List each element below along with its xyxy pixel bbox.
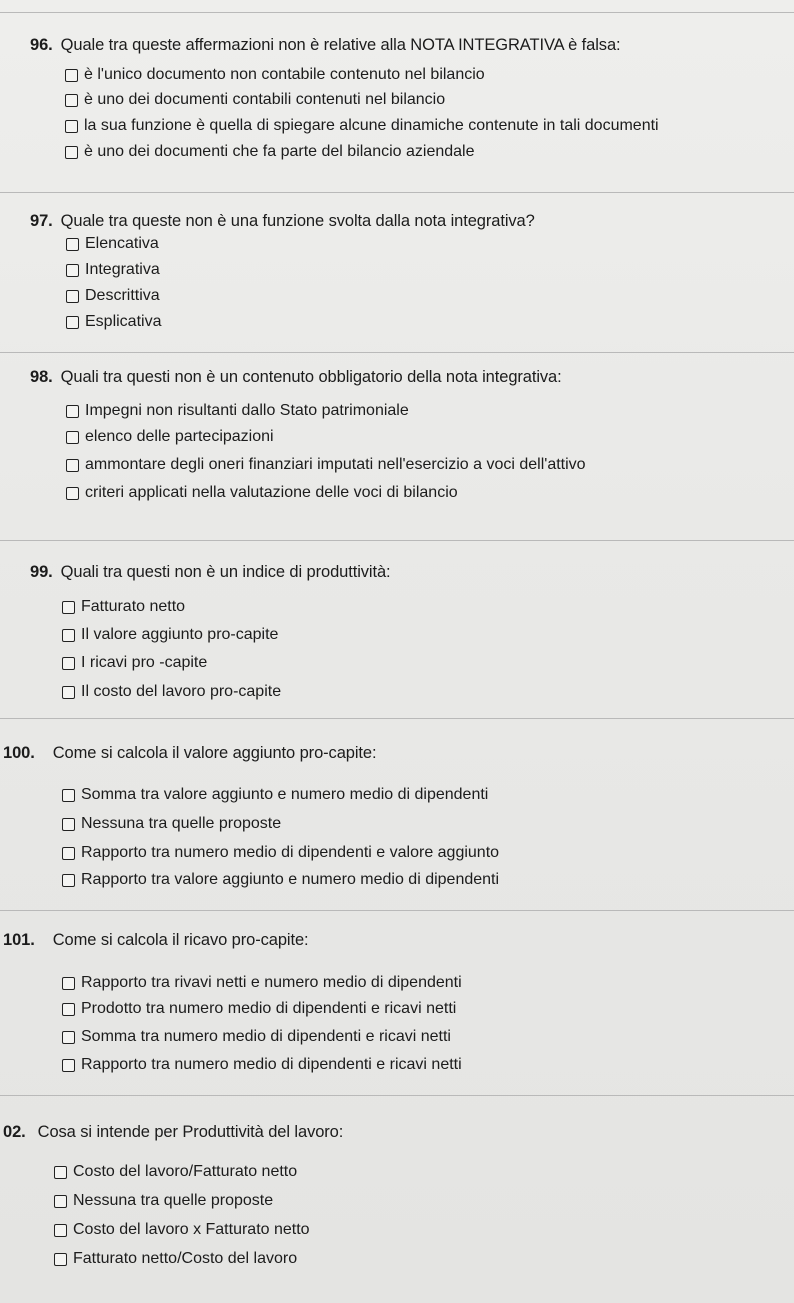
question-number: 101. <box>3 931 35 949</box>
option-label: Rapporto tra numero medio di dipendenti e ricavi netti <box>81 1056 462 1073</box>
question-title <box>3 931 309 950</box>
section-divider <box>0 352 794 353</box>
answer-option[interactable] <box>65 66 485 84</box>
checkbox[interactable] <box>62 977 75 990</box>
checkbox[interactable] <box>65 146 78 159</box>
section-divider <box>0 192 794 193</box>
answer-option[interactable] <box>66 484 458 502</box>
option-label: ammontare degli oneri finanziari imputati nell'esercizio a voci dell'attivo <box>85 456 586 473</box>
option-label: Il valore aggiunto pro-capite <box>81 626 279 643</box>
checkbox[interactable] <box>62 818 75 831</box>
section-divider <box>0 718 794 719</box>
option-label: la sua funzione è quella di spiegare alcune dinamiche contenute in tali documenti <box>84 117 659 134</box>
question-title <box>30 36 621 55</box>
answer-option[interactable] <box>62 871 499 889</box>
checkbox[interactable] <box>62 601 75 614</box>
checkbox[interactable] <box>66 238 79 251</box>
option-label: Somma tra valore aggiunto e numero medio di dipendenti <box>81 786 489 803</box>
question-title <box>3 744 376 763</box>
answer-option[interactable] <box>62 1056 462 1074</box>
section-divider <box>0 1095 794 1096</box>
answer-option[interactable] <box>62 683 281 701</box>
checkbox[interactable] <box>66 316 79 329</box>
question-number: 100. <box>3 744 35 762</box>
checkbox[interactable] <box>62 874 75 887</box>
checkbox[interactable] <box>62 789 75 802</box>
checkbox[interactable] <box>66 290 79 303</box>
answer-option[interactable] <box>66 235 159 253</box>
checkbox[interactable] <box>65 120 78 133</box>
question-text: Quale tra queste affermazioni non è relative alla NOTA INTEGRATIVA è falsa: <box>60 36 621 54</box>
checkbox[interactable] <box>66 431 79 444</box>
option-label: elenco delle partecipazioni <box>85 428 274 445</box>
option-label: Nessuna tra quelle proposte <box>81 815 282 832</box>
section-divider <box>0 540 794 541</box>
section-divider <box>0 910 794 911</box>
checkbox[interactable] <box>65 94 78 107</box>
answer-option[interactable] <box>62 1000 456 1018</box>
option-label: Descrittiva <box>85 287 160 304</box>
answer-option[interactable] <box>65 143 475 161</box>
option-label: Costo del lavoro/Fatturato netto <box>73 1163 298 1180</box>
checkbox[interactable] <box>62 1031 75 1044</box>
option-label: è uno dei documenti che fa parte del bilancio aziendale <box>84 143 475 160</box>
question-text: Come si calcola il ricavo pro-capite: <box>52 931 309 949</box>
option-label: Fatturato netto <box>81 598 186 615</box>
option-label: è l'unico documento non contabile contenuto nel bilancio <box>84 66 485 83</box>
option-label: Nessuna tra quelle proposte <box>73 1192 274 1209</box>
option-label: è uno dei documenti contabili contenuti nel bilancio <box>84 91 446 108</box>
checkbox[interactable] <box>62 1003 75 1016</box>
question-text: Quali tra questi non è un indice di produttività: <box>60 563 391 581</box>
answer-option[interactable] <box>62 1028 451 1046</box>
checkbox[interactable] <box>62 629 75 642</box>
option-label: Rapporto tra rivavi netti e numero medio di dipendenti <box>81 974 462 991</box>
answer-option[interactable] <box>54 1250 297 1268</box>
checkbox[interactable] <box>65 69 78 82</box>
question-title <box>3 1123 343 1142</box>
question-title <box>30 212 535 231</box>
checkbox[interactable] <box>62 1059 75 1072</box>
question-number: 99. <box>30 563 53 581</box>
checkbox[interactable] <box>54 1224 67 1237</box>
option-label: Prodotto tra numero medio di dipendenti e ricavi netti <box>81 1000 457 1017</box>
option-label: Elencativa <box>85 235 159 252</box>
question-number: 96. <box>30 36 53 54</box>
checkbox[interactable] <box>66 487 79 500</box>
checkbox[interactable] <box>54 1166 67 1179</box>
question-text: Cosa si intende per Produttività del lavoro: <box>37 1123 344 1141</box>
checkbox[interactable] <box>54 1195 67 1208</box>
option-label: Esplicativa <box>85 313 162 330</box>
question-title <box>30 368 562 387</box>
answer-option[interactable] <box>62 626 278 644</box>
question-text: Quali tra questi non è un contenuto obbligatorio della nota integrativa: <box>60 368 562 386</box>
checkbox[interactable] <box>66 459 79 472</box>
option-label: Fatturato netto/Costo del lavoro <box>73 1250 298 1267</box>
answer-option[interactable] <box>65 91 445 109</box>
option-label: Rapporto tra numero medio di dipendenti e valore aggiunto <box>81 844 500 861</box>
answer-option[interactable] <box>54 1221 310 1239</box>
answer-option[interactable] <box>65 117 659 135</box>
answer-option[interactable] <box>66 402 409 420</box>
checkbox[interactable] <box>62 847 75 860</box>
option-label: I ricavi pro -capite <box>81 654 208 671</box>
answer-option[interactable] <box>62 815 281 833</box>
answer-option[interactable] <box>62 844 499 862</box>
option-label: Il costo del lavoro pro-capite <box>81 683 282 700</box>
question-text: Quale tra queste non è una funzione svolta dalla nota integrativa? <box>60 212 535 230</box>
answer-option[interactable] <box>62 786 488 804</box>
answer-option[interactable] <box>62 598 185 616</box>
question-number: 98. <box>30 368 53 386</box>
question-text: Come si calcola il valore aggiunto pro-capite: <box>52 744 377 762</box>
question-title <box>30 563 391 582</box>
option-label: Rapporto tra valore aggiunto e numero medio di dipendenti <box>81 871 500 888</box>
option-label: Integrativa <box>85 261 160 278</box>
answer-option[interactable] <box>66 261 160 279</box>
answer-option[interactable] <box>54 1163 297 1181</box>
option-label: Costo del lavoro x Fatturato netto <box>73 1221 310 1238</box>
question-number: 97. <box>30 212 53 230</box>
answer-option[interactable] <box>66 456 586 474</box>
answer-option[interactable] <box>66 313 161 331</box>
answer-option[interactable] <box>62 974 462 992</box>
answer-option[interactable] <box>66 287 160 305</box>
checkbox[interactable] <box>62 657 75 670</box>
checkbox[interactable] <box>66 264 79 277</box>
answer-option[interactable] <box>66 428 274 446</box>
section-divider <box>0 12 794 13</box>
option-label: criteri applicati nella valutazione delle voci di bilancio <box>85 484 458 501</box>
checkbox[interactable] <box>54 1253 67 1266</box>
checkbox[interactable] <box>62 686 75 699</box>
question-number: 02. <box>3 1123 26 1141</box>
option-label: Somma tra numero medio di dipendenti e ricavi netti <box>81 1028 451 1045</box>
answer-option[interactable] <box>54 1192 273 1210</box>
checkbox[interactable] <box>66 405 79 418</box>
answer-option[interactable] <box>62 654 207 672</box>
option-label: Impegni non risultanti dallo Stato patrimoniale <box>85 402 409 419</box>
